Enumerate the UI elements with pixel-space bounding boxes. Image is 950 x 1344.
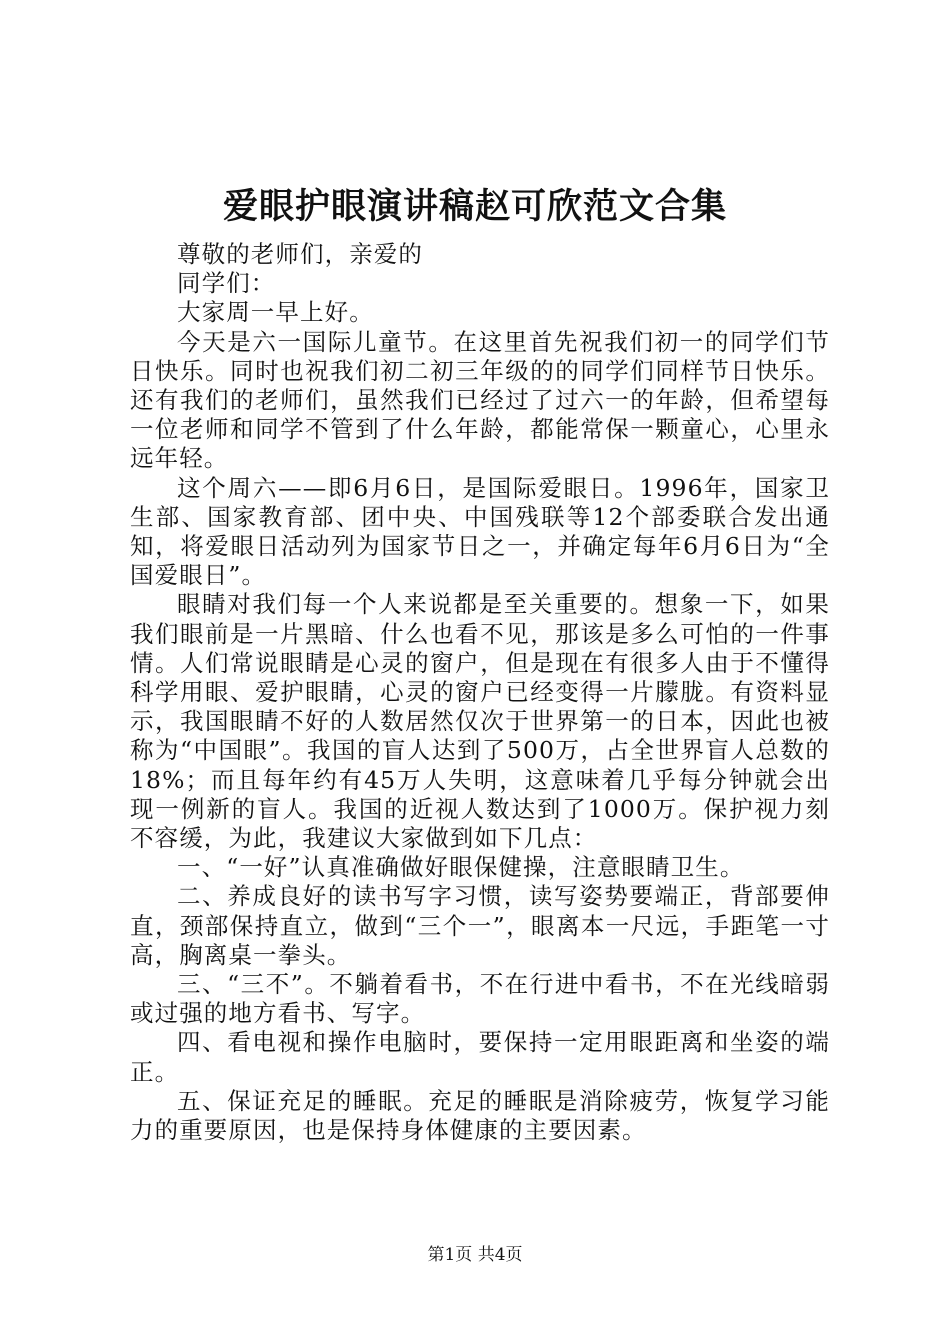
paragraph-salutation-2: 同学们： [177, 269, 276, 298]
document-title: 爱眼护眼演讲稿赵可欣范文合集 [222, 186, 727, 227]
paragraph-point-4: 四、看电视和操作电脑时，要保持一定用眼距离和坐姿的端正。 [130, 1028, 830, 1086]
page-number-footer: 第1页 共4页 [427, 1245, 523, 1265]
paragraph-point-3: 三、“三不”。不躺着看书，不在行进中看书，不在光线暗弱或过强的地方看书、写字。 [130, 970, 830, 1028]
paragraph-point-1: 一、“一好”认真准确做好眼保健操，注意眼睛卫生。 [177, 853, 745, 882]
paragraph-eye-day: 这个周六——即6月6日，是国际爱眼日。1996年，国家卫生部、国家教育部、团中央、中国残联等12个部委联合发出通知，将爱眼日活动列为国家节日之一，并确定每年6月6日为“全国爱眼日”。 [130, 473, 830, 590]
paragraph-greeting: 大家周一早上好。 [177, 298, 374, 327]
paragraph-importance: 眼睛对我们每一个人来说都是至关重要的。想象一下，如果我们眼前是一片黑暗、什么也看不见，那该是多么可怕的一件事情。人们常说眼睛是心灵的窗户，但是现在有很多人由于不懂得科学用眼、爱护眼睛，心灵的窗户已经变得一片朦胧。有资料显示，我国眼睛不好的人数居然仅次于世界第一的日本，因此也被称为“中国眼”。我国的盲人达到了500万，占全世界盲人总数的18%；而且每年约有45万人失明，这意味着几乎每分钟就会出现一例新的盲人。我国的近视人数达到了1000万。保护视力刻不容缓，为此，我建议大家做到如下几点： [130, 590, 830, 853]
paragraph-childrens-day: 今天是六一国际儿童节。在这里首先祝我们初一的同学们节日快乐。同时也祝我们初二初三年级的的同学们同样节日快乐。还有我们的老师们，虽然我们已经过了过六一的年龄，但希望每一位老师和同学不管到了什么年龄，都能常保一颗童心，心里永远年轻。 [130, 327, 830, 473]
paragraph-salutation-1: 尊敬的老师们，亲爱的 [177, 240, 423, 268]
paragraph-point-5: 五、保证充足的睡眠。充足的睡眠是消除疲劳，恢复学习能力的重要原因，也是保持身体健康的主要因素。 [130, 1086, 830, 1145]
paragraph-point-2: 二、养成良好的读书写字习惯，读写姿势要端正，背部要伸直，颈部保持直立，做到“三个一”，眼离本一尺远，手距笔一寸高，胸离桌一拳头。 [130, 882, 830, 969]
document-body [130, 240, 830, 1145]
